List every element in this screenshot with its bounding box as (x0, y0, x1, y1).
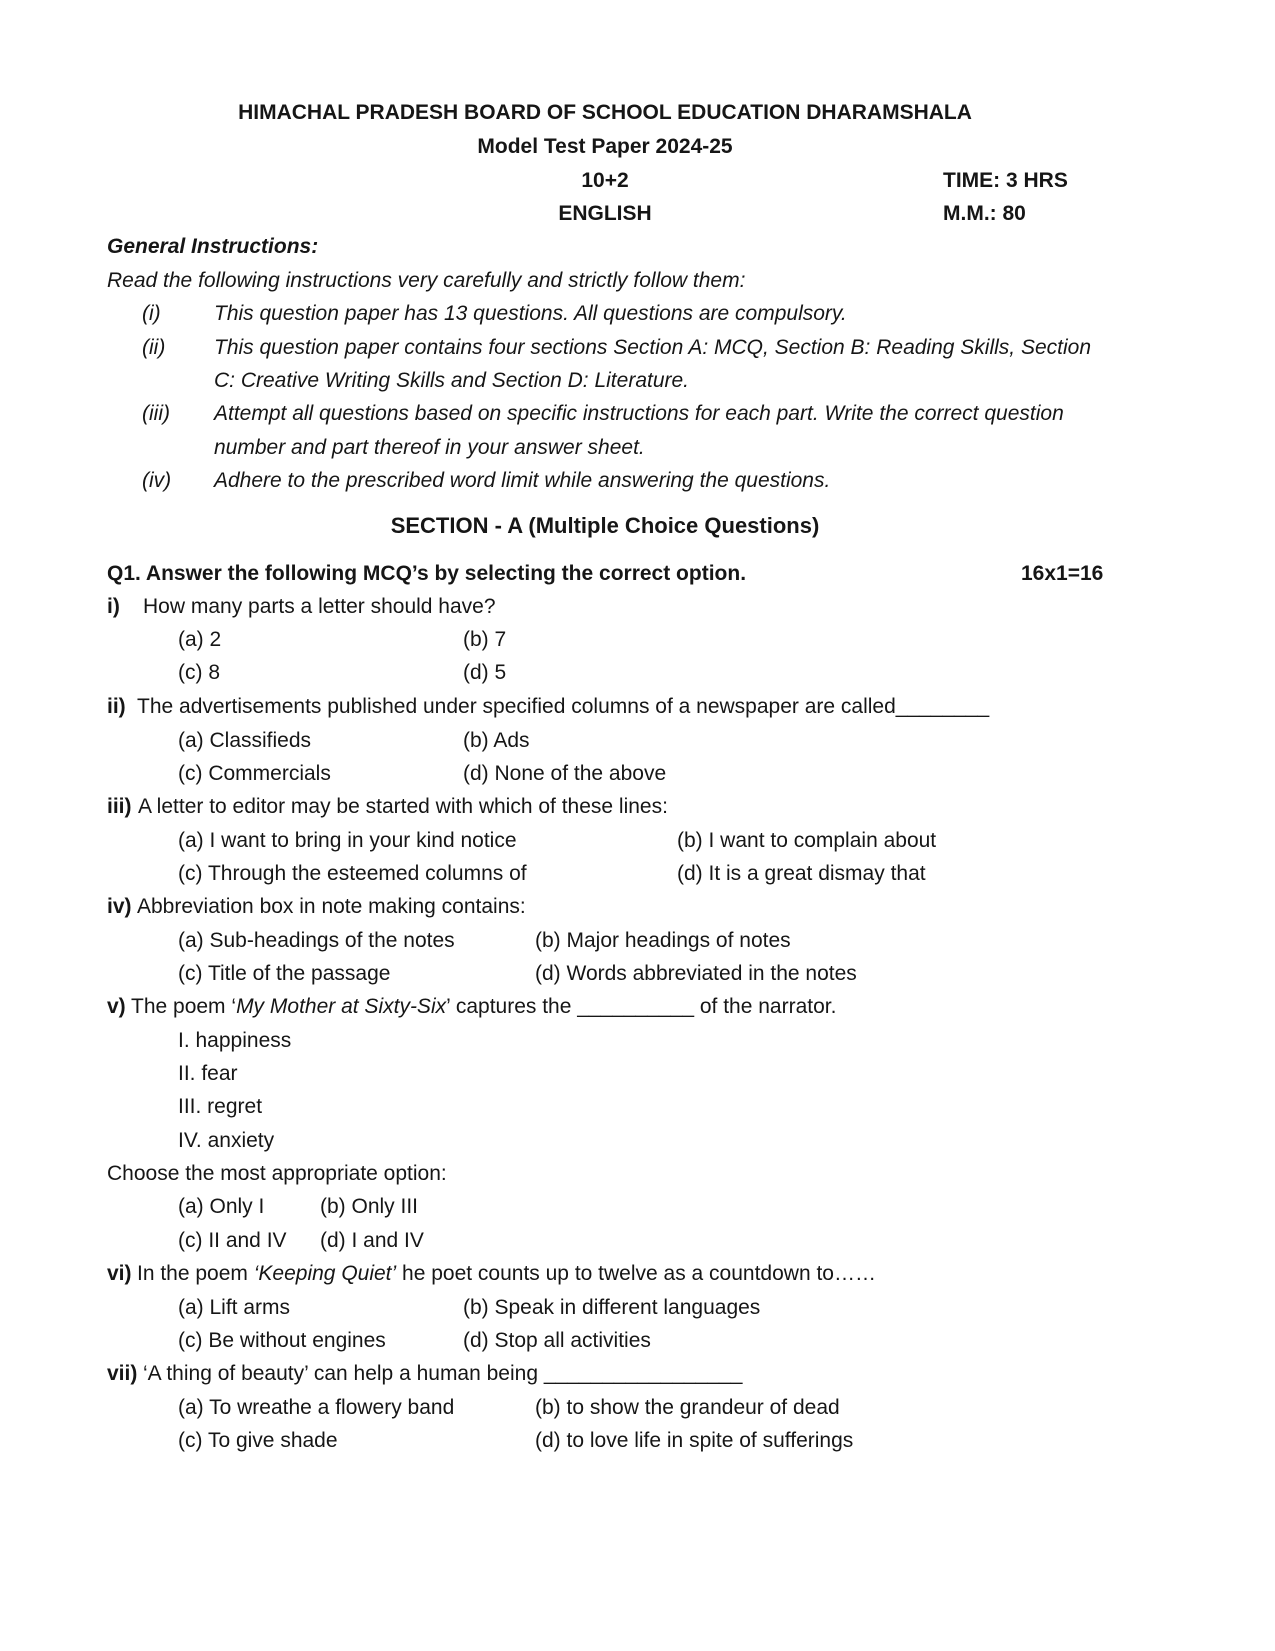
statement: III. regret (178, 1095, 263, 1118)
question-number: vii) (107, 1362, 138, 1385)
class-label: 10+2 (581, 169, 629, 192)
statement: II. fear (178, 1062, 238, 1085)
instruction-number: (ii) (142, 336, 166, 359)
section-a-title: SECTION - A (Multiple Choice Questions) (390, 513, 820, 538)
option-b: (b) I want to complain about (677, 829, 937, 852)
instruction-text: C: Creative Writing Skills and Section D: Literature. (214, 369, 690, 392)
question-text: How many parts a letter should have? (143, 595, 496, 618)
option-a: (a) 2 (178, 628, 222, 651)
instruction-number: (i) (142, 302, 161, 325)
question-number: ii) (107, 695, 126, 718)
question-text: Abbreviation box in note making contains: (137, 895, 526, 918)
option-d: (d) Stop all activities (463, 1329, 651, 1352)
question-text: The poem ‘My Mother at Sixty-Six’ captures the __________ of the narrator. (131, 995, 837, 1018)
instruction-number: (iii) (142, 402, 170, 425)
subject-label: ENGLISH (558, 202, 652, 225)
option-c: (c) 8 (178, 661, 220, 684)
question-text: The advertisements published under specified columns of a newspaper are called________ (137, 695, 990, 718)
instruction-text: Attempt all questions based on specific instructions for each part. Write the correct question (214, 402, 1064, 425)
option-c: (c) Be without engines (178, 1329, 386, 1352)
question-number: i) (107, 595, 120, 618)
option-d: (d) to love life in spite of sufferings (535, 1429, 854, 1452)
option-a: (a) Sub-headings of the notes (178, 929, 455, 952)
time-label: TIME: 3 HRS (943, 169, 1068, 192)
question-number: vi) (107, 1262, 132, 1285)
choose-instruction: Choose the most appropriate option: (107, 1162, 447, 1185)
q1-marks: 16x1=16 (1021, 562, 1104, 585)
question-number: v) (107, 995, 126, 1018)
option-c: (c) Commercials (178, 762, 331, 785)
option-a: (a) Lift arms (178, 1296, 291, 1319)
option-c: (c) Title of the passage (178, 962, 391, 985)
option-c: (c) To give shade (178, 1429, 338, 1452)
instruction-text: Adhere to the prescribed word limit while answering the questions. (214, 469, 831, 492)
poem-title: ‘Keeping Quiet’ (253, 1262, 397, 1285)
option-c: (c) Through the esteemed columns of (178, 862, 527, 885)
instructions-intro: Read the following instructions very carefully and strictly follow them: (107, 269, 746, 292)
option-b: (b) Only III (320, 1195, 419, 1218)
instruction-text: number and part thereof in your answer sheet. (214, 436, 645, 459)
option-b: (b) 7 (463, 628, 507, 651)
question-number: iii) (107, 795, 132, 818)
option-d: (d) I and IV (320, 1229, 424, 1252)
instruction-text: This question paper contains four sections Section A: MCQ, Section B: Reading Skills, Section (214, 336, 1091, 359)
instructions-heading: General Instructions: (107, 235, 319, 258)
max-marks-label: M.M.: 80 (943, 202, 1026, 225)
option-b: (b) Speak in different languages (463, 1296, 761, 1319)
option-d: (d) Words abbreviated in the notes (535, 962, 857, 985)
option-a: (a) Classifieds (178, 729, 312, 752)
option-b: (b) Major headings of notes (535, 929, 791, 952)
statement: I. happiness (178, 1029, 292, 1052)
option-d: (d) It is a great dismay that (677, 862, 926, 885)
question-number: iv) (107, 895, 132, 918)
question-text: A letter to editor may be started with which of these lines: (138, 795, 668, 818)
q1-title: Q1. Answer the following MCQ’s by selecting the correct option. (107, 562, 747, 585)
option-d: (d) None of the above (463, 762, 667, 785)
paper-title: Model Test Paper 2024-25 (477, 135, 733, 158)
option-a: (a) I want to bring in your kind notice (178, 829, 517, 852)
board-title: HIMACHAL PRADESH BOARD OF SCHOOL EDUCATION DHARAMSHALA (238, 101, 972, 124)
question-text: In the poem ‘Keeping Quiet’ he poet counts up to twelve as a countdown to…… (137, 1262, 876, 1285)
poem-title: My Mother at Sixty-Six (236, 995, 447, 1018)
instruction-number: (iv) (142, 469, 172, 492)
option-b: (b) to show the grandeur of dead (535, 1396, 840, 1419)
option-a: (a) To wreathe a flowery band (178, 1396, 455, 1419)
option-d: (d) 5 (463, 661, 507, 684)
option-a: (a) Only I (178, 1195, 265, 1218)
question-text: ‘A thing of beauty’ can help a human being _________________ (143, 1362, 743, 1385)
option-b: (b) Ads (463, 729, 530, 752)
statement: IV. anxiety (178, 1129, 275, 1152)
option-c: (c) II and IV (178, 1229, 287, 1252)
instruction-text: This question paper has 13 questions. All questions are compulsory. (214, 302, 847, 325)
